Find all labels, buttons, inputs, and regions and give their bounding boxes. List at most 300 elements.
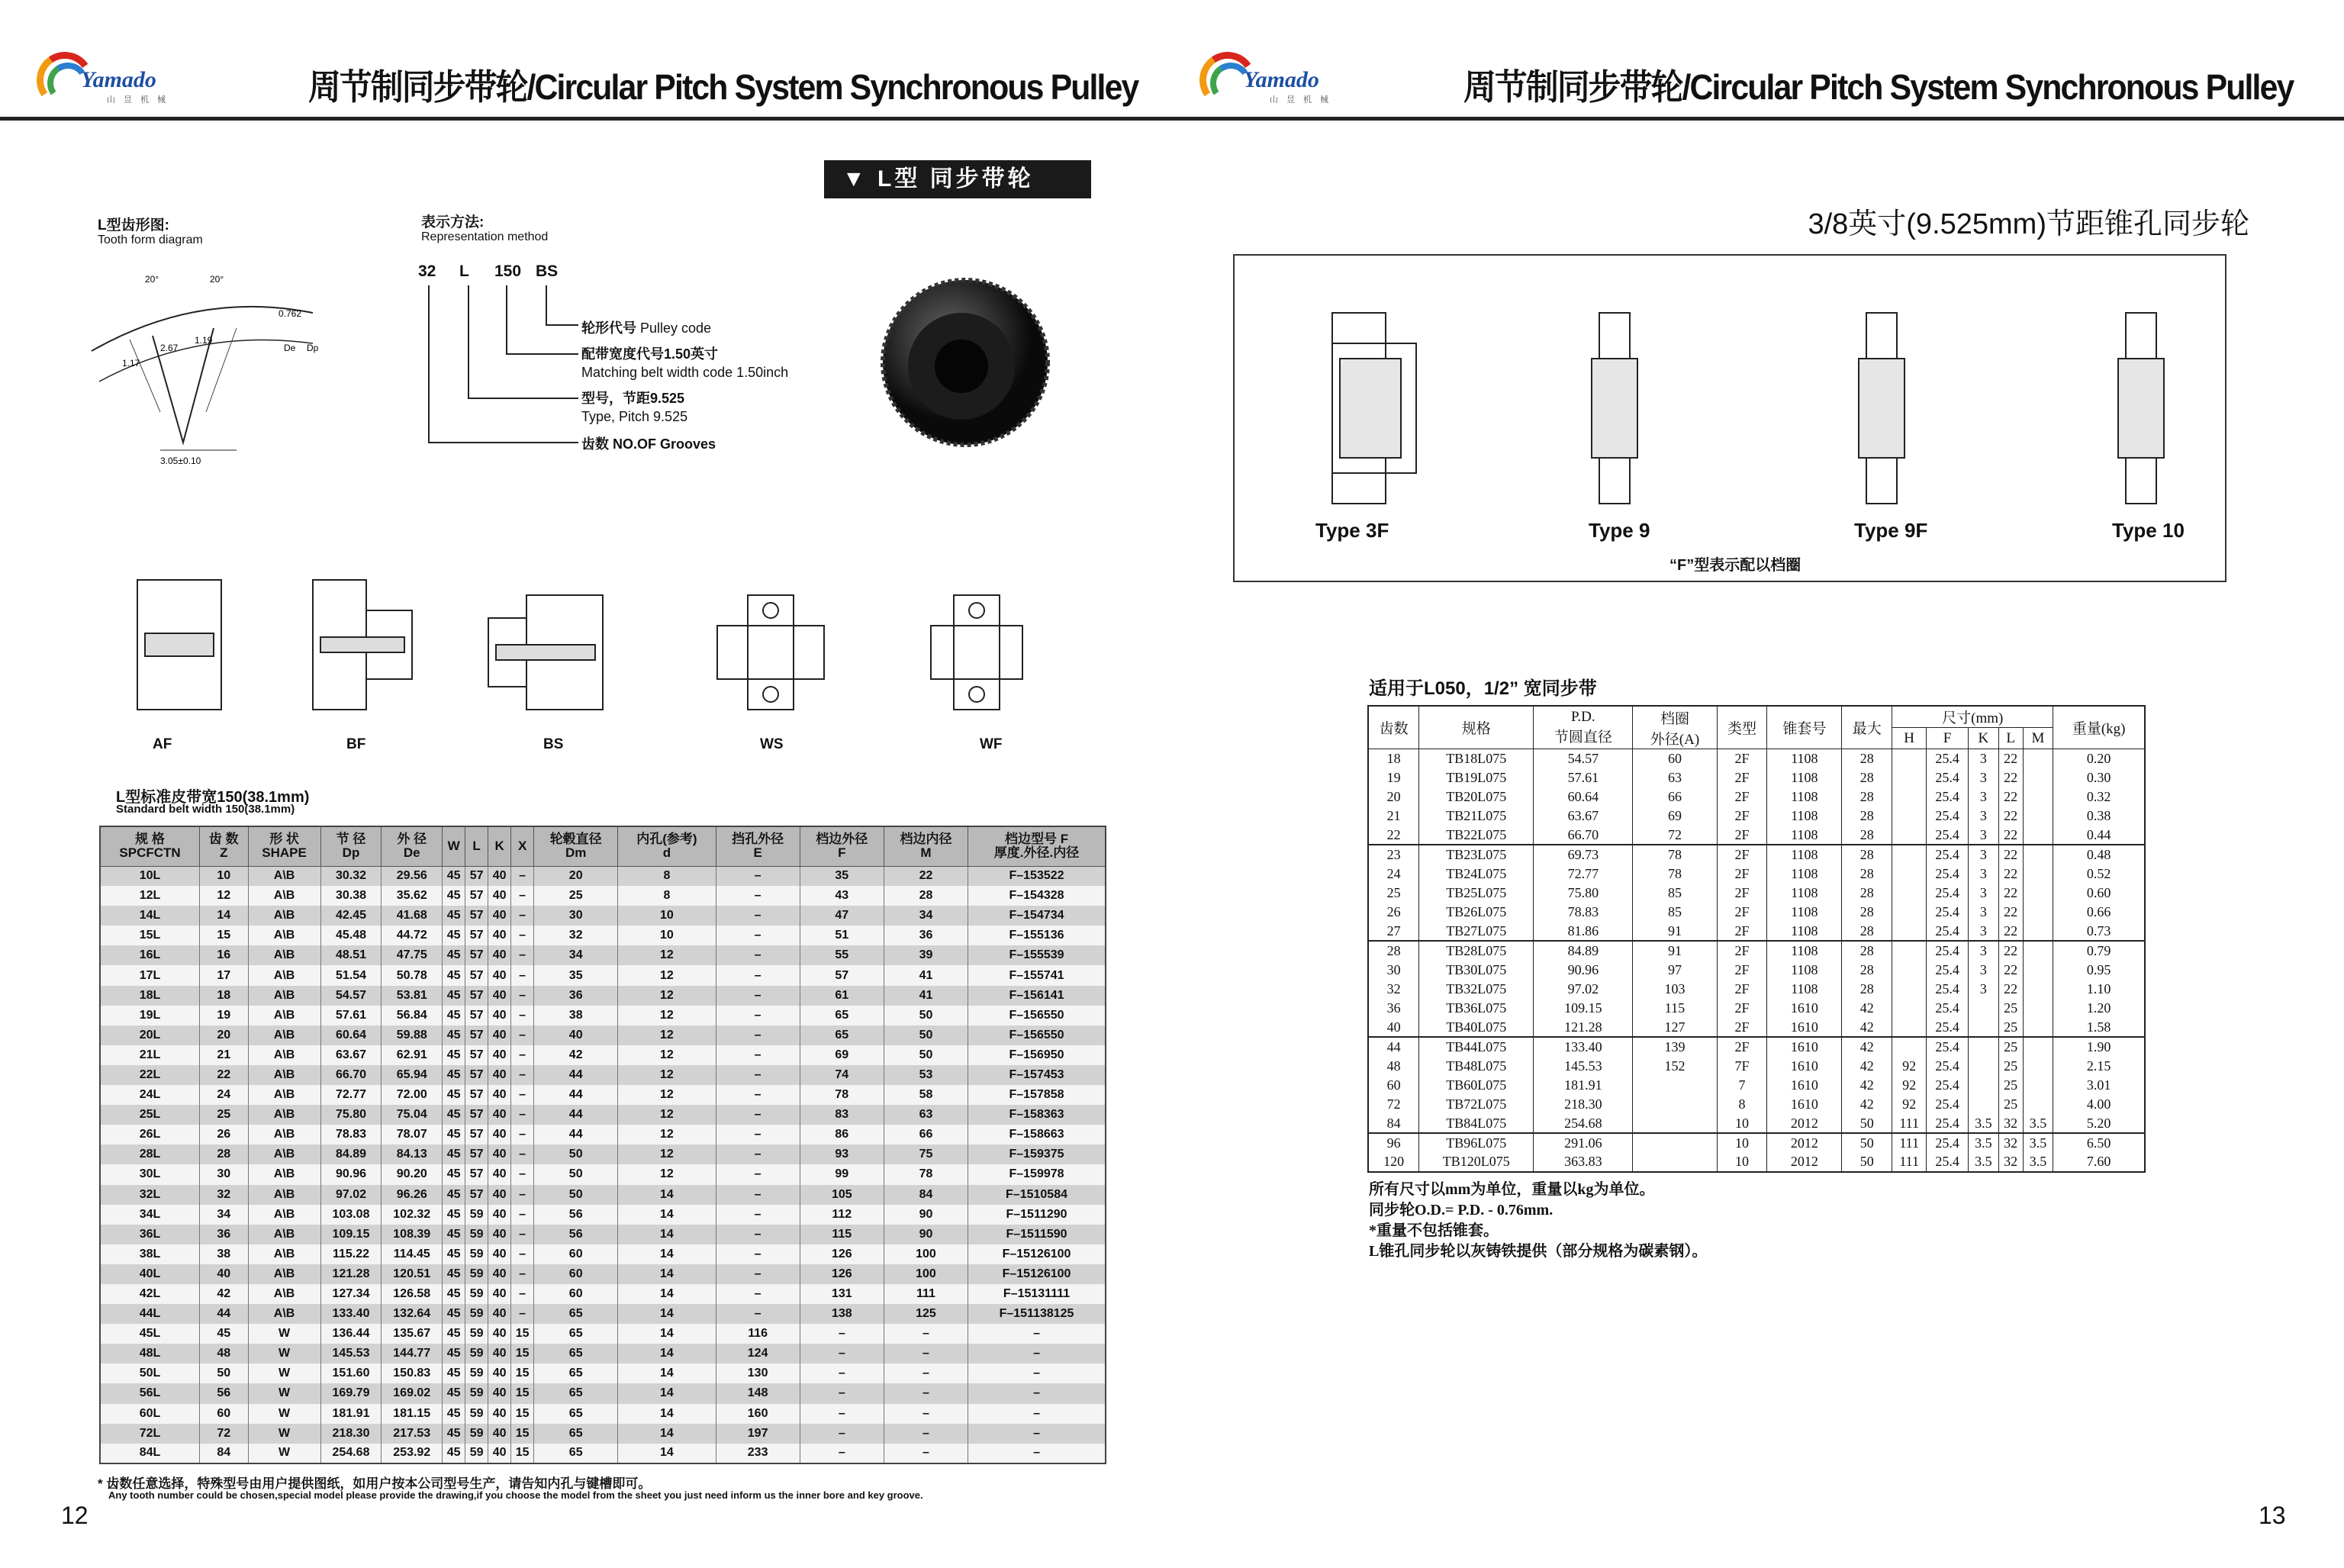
table-cell: – [800,1404,884,1424]
table-cell [1969,1095,1999,1114]
table-cell: 40 [488,1404,511,1424]
table-cell: TB72L075 [1419,1095,1534,1114]
table-cell: 3.5 [1969,1114,1999,1133]
logo-subtext: 山 昱 机 械 [1270,95,1332,105]
table-cell: 20 [534,866,618,886]
table-cell: 148 [716,1383,800,1403]
table-cell: 35 [534,965,618,985]
table-cell: – [716,1065,800,1085]
table-cell: 45 [443,1225,465,1244]
tooth-dim-label: 1.19 [195,335,213,346]
table-cell: A\B [248,926,320,945]
table-cell: 60 [534,1284,618,1304]
table-cell: 0.30 [2053,768,2145,787]
table-cell: 44.72 [382,926,443,945]
table-cell: 17L [100,965,200,985]
table-cell: 36 [534,986,618,1006]
table-cell: 1.58 [2053,1018,2145,1037]
table-cell [1892,903,1927,922]
table-title: 适用于L050，1/2” 宽同步带 [1369,678,1597,699]
table-cell [1969,1057,1999,1076]
table-cell: 78 [884,1164,968,1184]
table-cell: 40 [488,965,511,985]
table-cell: A\B [248,965,320,985]
tooth-form-title: L型齿形图: [98,217,169,233]
table-cell [1892,884,1927,903]
table-cell: A\B [248,906,320,926]
table-cell: 105 [800,1185,884,1205]
col-header: 形 状 SHAPE [248,826,320,866]
table-cell: 3.5 [2023,1133,2053,1152]
table-cell: 2F [1717,999,1767,1018]
table-cell [2023,826,2053,845]
table-cell: 125 [884,1304,968,1324]
table-cell: – [511,1304,534,1324]
table-cell: 57 [465,866,488,886]
table-cell: TB26L075 [1419,903,1534,922]
table-row [1368,807,2145,826]
code-item-3: 型号，节距9.525 Type, Pitch 9.525 [581,391,688,424]
table-cell: – [511,945,534,965]
table-cell: 45 [443,1205,465,1225]
table-cell: 28 [1842,845,1892,864]
table-cell: 1610 [1767,1037,1842,1056]
table-cell [1892,807,1927,826]
table-cell: – [800,1424,884,1444]
table-cell: 0.20 [2053,749,2145,768]
col-header: 挡孔外径 E [716,826,800,866]
table-cell: 14 [618,1284,716,1304]
table-cell: F–155741 [968,965,1106,985]
table-cell: 75.80 [1534,884,1633,903]
table-cell: 69 [800,1045,884,1065]
table-cell [1892,826,1927,845]
table-cell: 72 [1368,1095,1419,1114]
table-cell: – [716,1264,800,1284]
table-row [100,866,1106,886]
table-cell: – [884,1383,968,1403]
table-cell: 72.77 [1534,864,1633,884]
table-cell: 45 [443,886,465,906]
table-cell: 40 [488,1304,511,1324]
table-cell: 90.96 [320,1164,382,1184]
table-cell: A\B [248,886,320,906]
table-cell: 22 [1998,941,2023,960]
table-cell: 57 [465,945,488,965]
table-row [100,1145,1106,1164]
table-cell [2023,864,2053,884]
table-cell: – [884,1324,968,1344]
table-cell: 111 [884,1284,968,1304]
table-cell: 20 [1368,787,1419,807]
table-cell: 28 [1842,768,1892,787]
table-cell: 57 [465,1105,488,1125]
table-cell [2023,884,2053,903]
table-cell: 3.5 [2023,1152,2053,1171]
table-cell: F–153522 [968,866,1106,886]
table-cell: F–158663 [968,1125,1106,1145]
table-cell: 0.73 [2053,922,2145,941]
table-cell: 10 [618,906,716,926]
table-cell: – [716,1045,800,1065]
table-cell: 40 [488,1164,511,1184]
table-cell: 50 [534,1164,618,1184]
table-cell: 45 [443,1304,465,1324]
table-cell: 44L [100,1304,200,1324]
logo-text: Yamado [1244,67,1319,92]
tooth-dim-label: 20° [210,274,224,285]
table-cell: 25.4 [1927,1114,1969,1133]
table-cell: 1108 [1767,864,1842,884]
table-cell: 45 [443,1284,465,1304]
table-cell: 2F [1717,845,1767,864]
table-cell: – [716,1085,800,1105]
col-header: 最大 [1842,706,1892,749]
table-cell: 28 [1842,864,1892,884]
table-cell: TB120L075 [1419,1152,1534,1171]
table-cell: 5.20 [2053,1114,2145,1133]
table-cell: A\B [248,986,320,1006]
table-cell: 45 [443,1065,465,1085]
table-cell: – [511,986,534,1006]
table-cell: 32 [1998,1133,2023,1152]
table-cell: – [968,1404,1106,1424]
table-cell: 44 [1368,1037,1419,1056]
table-cell: TB84L075 [1419,1114,1534,1133]
table-cell: 24 [200,1085,248,1105]
table-cell: 40 [200,1264,248,1284]
tooth-form-diagram [84,259,328,473]
table-row [1368,864,2145,884]
table-cell: 66.70 [320,1065,382,1085]
table-cell: A\B [248,1125,320,1145]
table-cell: TB28L075 [1419,941,1534,960]
table-cell: – [511,1085,534,1105]
table-cell: 25.4 [1927,826,1969,845]
footnote-en: Any tooth number could be chosen,special model please provide the drawing,if you choose the model from the sheet you just need inform us the inner bore and key groove. [108,1489,923,1501]
table-cell: 18 [1368,749,1419,768]
table-cell: 217.53 [382,1424,443,1444]
table-cell: F–156950 [968,1045,1106,1065]
table-cell: 2F [1717,826,1767,845]
table-cell: F–1511290 [968,1205,1106,1225]
table-cell [1892,961,1927,980]
table-cell: 51 [800,926,884,945]
table-cell: 25 [1998,1057,2023,1076]
code-item-1: 轮形代号 Pulley code [581,320,712,336]
table-cell: 25 [200,1105,248,1125]
table-cell: 92 [1892,1057,1927,1076]
table-cell: 32 [200,1185,248,1205]
table-cell: 50 [200,1364,248,1383]
table-cell: 10 [1717,1133,1767,1152]
table-cell: A\B [248,1065,320,1085]
table-cell: 45 [443,965,465,985]
table-cell: 181.91 [320,1404,382,1424]
table-cell: 53.81 [382,986,443,1006]
table-cell: 40 [488,906,511,926]
table-cell: A\B [248,866,320,886]
table-cell: TB27L075 [1419,922,1534,941]
table-cell: 40 [488,1244,511,1264]
table-cell: 20 [200,1025,248,1045]
table-cell: 32L [100,1185,200,1205]
table-cell: 2F [1717,961,1767,980]
table-cell: – [511,1045,534,1065]
table-cell: 22 [200,1065,248,1085]
table-cell: 15 [511,1404,534,1424]
table-cell: 40 [488,1085,511,1105]
table-cell: 1108 [1767,903,1842,922]
table-cell: 8 [618,886,716,906]
table-cell: 1108 [1767,980,1842,999]
table-cell: 0.48 [2053,845,2145,864]
col-header: P.D. 节圆直径 [1534,706,1633,749]
type-note: “F”型表示配以档圈 [1669,557,1801,574]
table-cell: 22 [1998,961,2023,980]
table-row [100,1304,1106,1324]
table-cell: 14 [618,1324,716,1344]
table-cell: 151.60 [320,1364,382,1383]
table-cell: – [800,1383,884,1403]
table-row [1368,1133,2145,1152]
table-cell: 115.22 [320,1244,382,1264]
col-header: 档圈 外径(A) [1633,706,1717,749]
table-cell: F–1511590 [968,1225,1106,1244]
table-cell: 1108 [1767,884,1842,903]
table-cell [1892,768,1927,787]
table-title: L型标准皮带宽150(38.1mm) [116,789,310,806]
table-cell: 8 [618,866,716,886]
table-cell: 3 [1969,807,1999,826]
table-cell: 40 [488,1025,511,1045]
representation-title: 表示方法: [421,214,485,230]
code-item-2: 配带宽度代号1.50英寸 Matching belt width code 1.50inch [581,346,789,380]
table-cell: 103 [1633,980,1717,999]
table-cell: 60.64 [1534,787,1633,807]
table-cell: 59 [465,1424,488,1444]
table-cell: 40 [488,1444,511,1463]
table-cell: 2F [1717,787,1767,807]
table-cell: 22 [1998,980,2023,999]
table-cell: 138 [800,1304,884,1324]
table-cell [2023,961,2053,980]
pulley-shape-diagrams [99,526,1106,755]
table-cell: 25.4 [1927,941,1969,960]
table-cell [1892,1018,1927,1037]
table-cell: 25.4 [1927,1152,1969,1171]
table-cell: 86 [800,1125,884,1145]
table-cell: 25.4 [1927,864,1969,884]
col-header: 节 径 Dp [320,826,382,866]
table-cell: 19 [1368,768,1419,787]
table-cell: 133.40 [320,1304,382,1324]
table-cell: A\B [248,1025,320,1045]
table-cell: 45 [443,1344,465,1364]
table-cell: 25.4 [1927,1095,1969,1114]
table-cell: 60 [200,1404,248,1424]
table-cell: 7 [1717,1076,1767,1095]
table-row [100,926,1106,945]
table-cell: 14 [618,1185,716,1205]
table-cell: 14 [618,1404,716,1424]
type-label-9f: Type 9F [1854,519,1928,542]
table-cell: 78.83 [320,1125,382,1145]
table-cell [1892,980,1927,999]
table-cell: 60.64 [320,1025,382,1045]
table-cell: 54.57 [1534,749,1633,768]
table-row [1368,1057,2145,1076]
table-cell [1633,1076,1717,1095]
table-cell: 36 [884,926,968,945]
table-cell: 26 [200,1125,248,1145]
table-cell: 2F [1717,922,1767,941]
table-cell: – [968,1344,1106,1364]
table-cell: 22 [1998,903,2023,922]
table-cell: 100 [884,1244,968,1264]
table-cell: 45 [443,1244,465,1264]
table-cell: 81.86 [1534,922,1633,941]
table-cell: 42 [1842,1018,1892,1037]
table-cell: W [248,1383,320,1403]
table-cell [2023,845,2053,864]
table-cell: A\B [248,1006,320,1025]
table-cell: 58 [884,1085,968,1105]
table-cell: 18 [200,986,248,1006]
table-cell: – [511,1105,534,1125]
table-cell: 1108 [1767,787,1842,807]
table-cell: 40 [488,1324,511,1344]
table-cell: 57.61 [320,1006,382,1025]
table-cell: 27 [1368,922,1419,941]
table-cell: 45 [443,1164,465,1184]
table-cell: 12 [618,1006,716,1025]
table-cell: – [716,1225,800,1244]
table-cell: 36L [100,1225,200,1244]
table-cell: 2F [1717,768,1767,787]
table-cell: 22 [1368,826,1419,845]
table-row [1368,749,2145,768]
table-cell: 40 [488,945,511,965]
table-cell [1969,1076,1999,1095]
table-cell: – [716,986,800,1006]
table-cell: 3 [1969,903,1999,922]
table-cell: 120 [1368,1152,1419,1171]
table-cell: 1610 [1767,999,1842,1018]
col-header: K [1969,728,1999,749]
table-cell: 22 [1998,922,2023,941]
table-cell: 28 [1842,941,1892,960]
table-cell: – [511,1185,534,1205]
table-cell: 1108 [1767,749,1842,768]
table-row [1368,961,2145,980]
table-cell: 40L [100,1264,200,1284]
table-cell: 14 [618,1444,716,1463]
table-cell: 1108 [1767,826,1842,845]
table-cell [1892,1037,1927,1056]
table-cell: 32 [1998,1152,2023,1171]
table-cell: 39 [884,945,968,965]
table-cell [1892,999,1927,1018]
table-cell: A\B [248,1205,320,1225]
table-cell: 84 [884,1185,968,1205]
table-cell: 20L [100,1025,200,1045]
table-cell: – [511,886,534,906]
table-row [100,1085,1106,1105]
note-line: 所有尺寸以mm为单位，重量以kg为单位。 [1369,1181,1655,1198]
table-cell: 30 [1368,961,1419,980]
table-cell: 0.60 [2053,884,2145,903]
table-cell: – [968,1444,1106,1463]
table-cell: 45 [443,1424,465,1444]
table-cell: TB24L075 [1419,864,1534,884]
table-cell: 12 [618,986,716,1006]
table-cell: 3 [1969,980,1999,999]
table-cell: 28 [1842,922,1892,941]
table-cell: 57 [465,965,488,985]
table-cell: 57 [465,1164,488,1184]
table-cell: – [511,965,534,985]
table-cell: TB48L075 [1419,1057,1534,1076]
yamado-logo [1199,47,1344,105]
table-cell: – [716,1185,800,1205]
table-cell: 84L [100,1444,200,1463]
table-cell: – [800,1364,884,1383]
table-cell: 65 [800,1006,884,1025]
table-cell: 25.4 [1927,1133,1969,1152]
table-cell: – [511,1125,534,1145]
table-cell: – [884,1344,968,1364]
table-cell: 22 [1998,826,2023,845]
table-cell: 54.57 [320,986,382,1006]
table-cell: – [884,1424,968,1444]
col-header: 齿数 [1368,706,1419,749]
table-cell: 59 [465,1404,488,1424]
table-cell: 3.5 [2023,1114,2053,1133]
table-row [100,1205,1106,1225]
table-cell: 40 [488,1065,511,1085]
col-header: X [511,826,534,866]
table-cell: 131 [800,1284,884,1304]
table-cell: W [248,1404,320,1424]
table-cell: 102.32 [382,1205,443,1225]
table-cell: 14 [618,1304,716,1324]
table-cell: 42 [1842,1057,1892,1076]
table-cell: A\B [248,1304,320,1324]
table-cell: 15 [511,1424,534,1444]
table-cell: 83 [800,1105,884,1125]
table-cell: – [968,1383,1106,1403]
table-cell: 34L [100,1205,200,1225]
table-cell: 57 [800,965,884,985]
table-cell: 1610 [1767,1095,1842,1114]
table-cell: – [511,1284,534,1304]
table-cell: 57 [465,1145,488,1164]
table-cell: 45 [443,1364,465,1383]
table-cell: 21 [1368,807,1419,826]
table-cell: 14 [618,1364,716,1383]
table-cell [1633,1095,1717,1114]
table-row [100,1045,1106,1065]
table-cell: – [511,1225,534,1244]
table-cell: 32 [534,926,618,945]
table-cell: TB19L075 [1419,768,1534,787]
table-cell: 36 [1368,999,1419,1018]
table-cell: 112 [800,1205,884,1225]
table-cell: – [716,1164,800,1184]
table-cell: 169.02 [382,1383,443,1403]
table-cell: 45 [443,1085,465,1105]
